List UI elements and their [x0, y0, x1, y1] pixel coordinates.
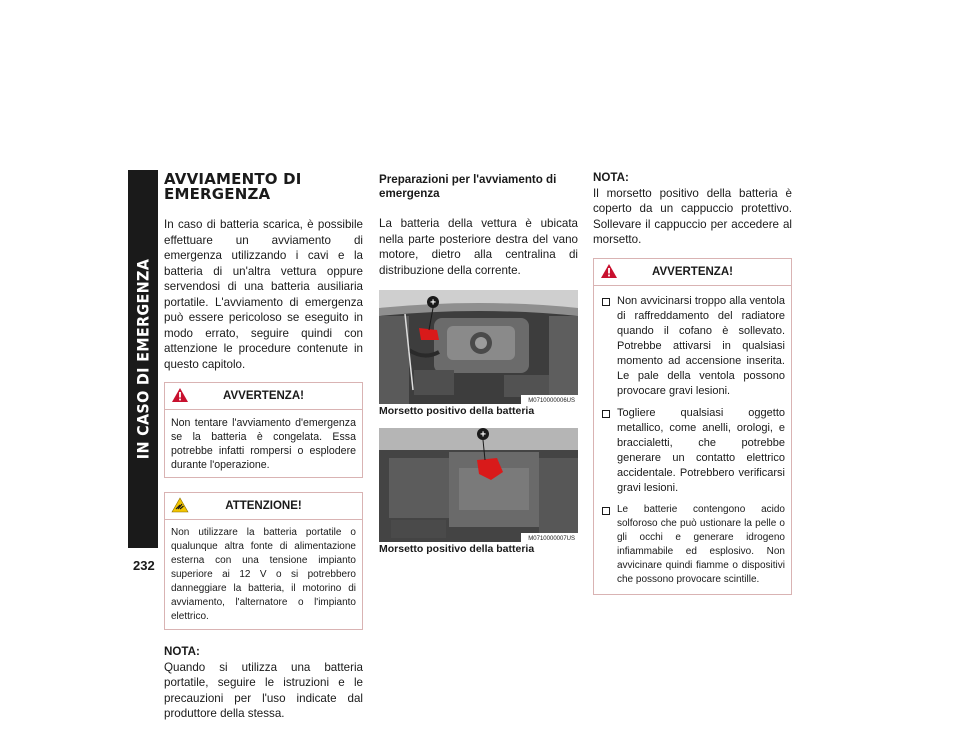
- warning-text: Non tentare l'avviamento d'emergenza se la batteria è congelata. Essa potrebbe infatti rompersi o esplodere durante l'operazione.: [165, 409, 362, 477]
- list-item: Non avvicinarsi troppo alla ventola di raffreddamento del radiatore quando il cofano è sollevato. Potrebbe attivarsi in qualsiasi momento ad accensione inserita. Le pale della ventola possono provocare gravi lesioni.: [600, 294, 785, 399]
- figure2-caption: Morsetto positivo della batteria: [379, 542, 535, 555]
- warning-header-right: [594, 259, 791, 285]
- warning-header: [165, 383, 362, 409]
- list-item: Le batterie contengono acido solforoso che può ustionare la pelle o gli occhi e generare idrogeno infiammabile ed esplosivo. Non avvicinare quindi fiamme o dispositivi che possono provocare scintille.: [600, 503, 785, 587]
- engine-bay-photo: [379, 290, 578, 404]
- figure1-code: M0710000006US: [528, 398, 575, 404]
- square-bullet-icon: [602, 410, 610, 418]
- square-bullet-icon: [602, 507, 610, 515]
- figure1-caption: Morsetto positivo della batteria: [379, 405, 535, 417]
- battery-location-text: La batteria della vettura è ubicata nella parte posteriore destra del vano motore, dietro alla centralina di distribuzione della corrente.: [379, 217, 578, 277]
- chapter-side-tab: [128, 170, 158, 548]
- page-number: 232: [133, 558, 155, 573]
- subsection-title: [379, 173, 578, 201]
- caution-header-label: ATTENZIONE!: [225, 500, 302, 512]
- column-middle: [379, 170, 578, 557]
- warning-header-label: AVVERTENZA!: [223, 390, 304, 402]
- figure2-plus-marker: +: [480, 429, 486, 440]
- square-bullet-icon: [602, 298, 610, 306]
- subsection-title-line2: emergenza: [379, 187, 440, 200]
- section-title-line1: AVVIAMENTO DI: [164, 170, 302, 188]
- section-title: [164, 172, 363, 202]
- caution-header: [165, 493, 362, 519]
- note-label: NOTA:: [164, 645, 200, 658]
- list-item: Togliere qualsiasi oggetto metallico, come anelli, orologi, e braccialetti, che potrebbe generare un contatto elettrico accidentale. Potrebbero verificarsi gravi lesioni.: [600, 406, 785, 496]
- battery-closeup-photo: [379, 428, 578, 542]
- figure2-code: M0710000007US: [528, 535, 575, 542]
- warning-box-right: [593, 258, 792, 595]
- figure1-plus-marker: +: [430, 297, 436, 309]
- caution-text: Non utilizzare la batteria portatile o qualunque altra fonte di alimentazione esterna con una tensione impianto superiore ai 12 V o si potrebbero danneggiare la batteria, il motorino di avviamento, l'alternatore o l'impianto elettrico.: [165, 519, 362, 629]
- column-right: [593, 170, 792, 595]
- column-left: [164, 170, 363, 722]
- note-text-right: Il morsetto positivo della batteria è coperto da un cappuccio protettivo. Sollevare il cappuccio per accedere al morsetto.: [593, 186, 792, 246]
- warning-list-body: [594, 285, 791, 594]
- intro-paragraph: In caso di batteria scarica, è possibile effettuare un avviamento di emergenza utilizzando i cavi e la batteria di un'altra vettura oppure servendosi di una batteria ausiliaria portatile. L'avviamento di emergenza può essere pericoloso se eseguito in modo errato, seguire quindi con attenzione le procedure contenute in questo capitolo.: [164, 218, 363, 371]
- warning-box: [164, 382, 363, 478]
- section-title-line2: EMERGENZA: [164, 185, 271, 203]
- warning-triangle-icon: [600, 263, 618, 279]
- subsection-title-line1: Preparazioni per l'avviamento di: [379, 173, 557, 186]
- note-label-right: NOTA:: [593, 171, 629, 184]
- warning-list: [600, 294, 785, 587]
- warning-header-label-right: AVVERTENZA!: [652, 265, 733, 278]
- caution-box: [164, 492, 363, 630]
- caution-triangle-icon: [171, 497, 189, 513]
- warning-triangle-icon: [171, 387, 189, 403]
- chapter-tab-label: IN CASO DI EMERGENZA: [133, 258, 153, 460]
- note-text: Quando si utilizza una batteria portatile, seguire le istruzioni e le precauzioni per l'uso indicate dal produttore della stessa.: [164, 660, 363, 720]
